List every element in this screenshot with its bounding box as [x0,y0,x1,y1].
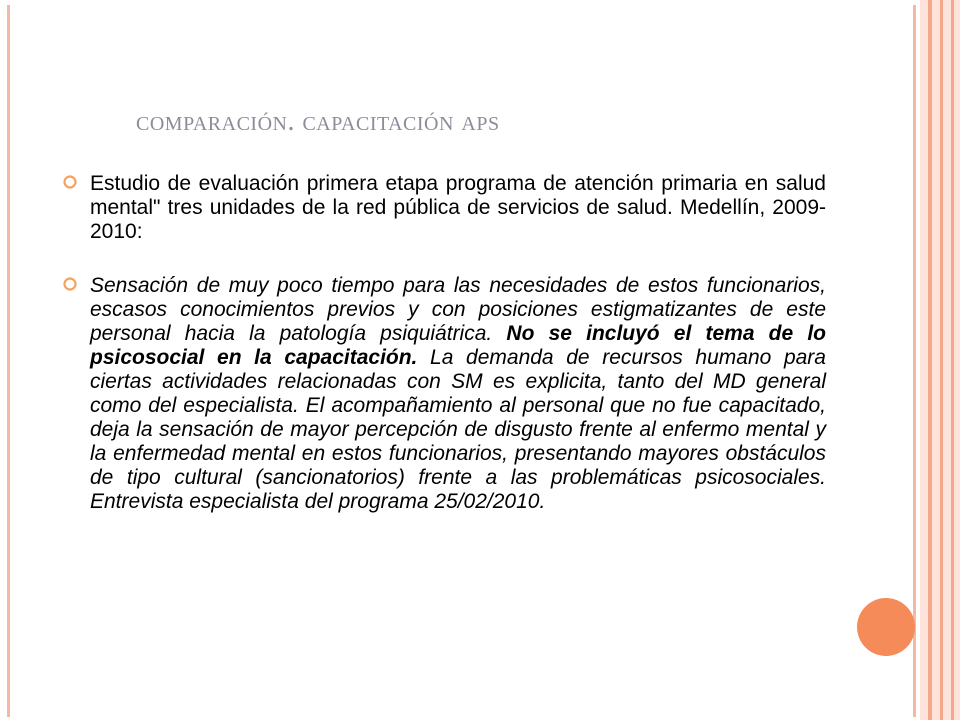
decorative-stripe [951,0,954,720]
slide-content [62,172,826,514]
orange-ring-bullet-icon [62,276,78,292]
bullet-text [90,274,826,514]
bullet-text-part: La demanda de recursos humano para ciertas actividades relacionadas con SM es explicita, tanto del MD general como del especialista. El acompañamiento al personal que no fue capacitado, deja la sensación de mayor percepción de disgusto frente al enfermo mental y la enfermedad mental en estos funcionarios, presentando mayores obstáculos de tipo cultural (sancionatorios) frente a las problemáticas psicosociales. Entrevista especialista del programa 25/02/2010. [90,346,826,513]
bullet-text-part: Sensación de muy poco tiempo para las necesidades de estos funcionarios, escasos conocimientos previos y con posiciones estigmatizantes de este personal hacia la patología psiquiátrica. [90,274,826,345]
bullet-text-bold: No se incluyó el tema de lo psicosocial en la capacitación. [90,322,826,369]
decorative-stripe [928,0,932,720]
decorative-circle [857,598,915,656]
bullet-text: Estudio de evaluación primera etapa programa de atención primaria en salud mental" tres unidades de la red pública de servicios de salud. Medellín, 2009-2010: [90,172,826,243]
bullet-item [62,172,826,244]
orange-ring-bullet-icon [62,174,78,190]
decorative-stripe [940,0,943,720]
bullet-item [62,274,826,514]
slide-title: comparación. capacitación aps [136,106,500,137]
